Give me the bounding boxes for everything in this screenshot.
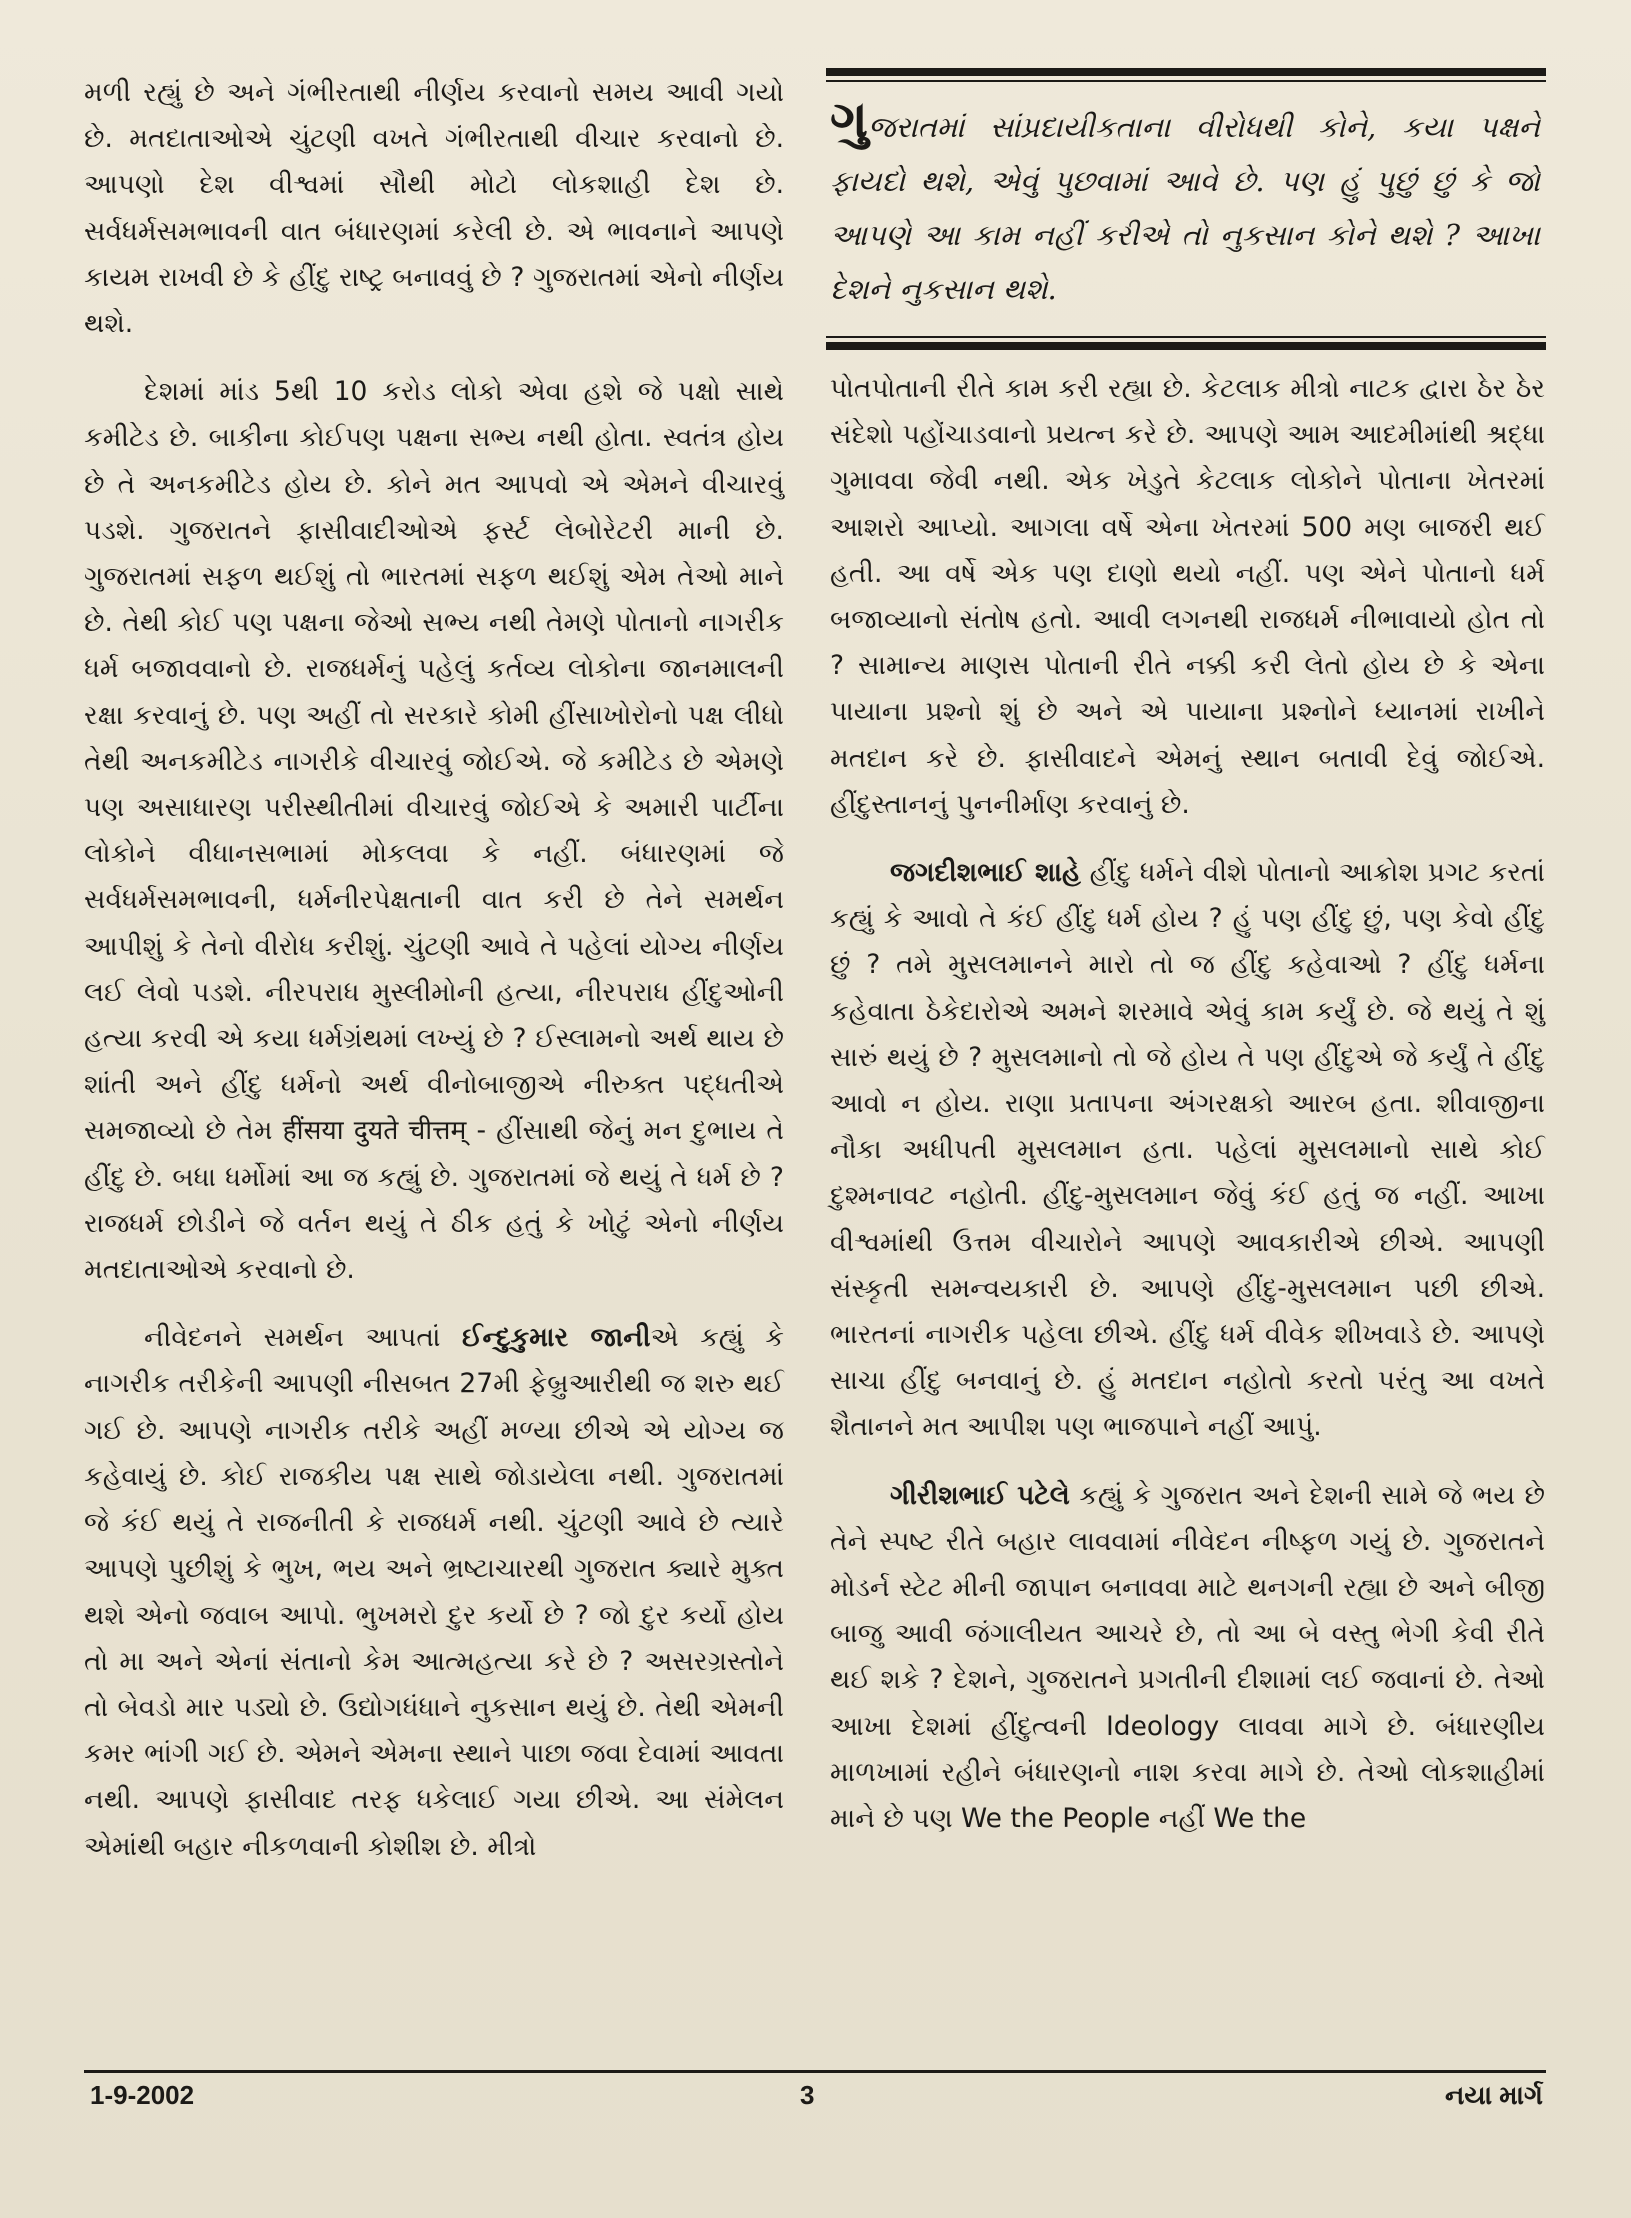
left-paragraph-1: મળી રહ્યું છે અને ગંભીરતાથી નીર્ણય કરવાનો સમય આવી ગયો છે. મતદાતાઓએ ચુંટણી વખતે ગંભીરતાથી વીચાર કરવાનો છે. આપણો દેશ વીશ્વમાં સૌથી મોટો લોકશાહી દેશ છે. સર્વધર્મસમભાવની વાત બંધારણમાં કરેલી છે. એ ભાવનાને આપણે કાયમ રાખવી છે કે હીંદુ રાષ્ટ્ર બનાવવું છે ? ગુજરાતમાં એનો નીર્ણય થશે.	[84, 77, 784, 340]
left-paragraph-3	[84, 1315, 784, 1869]
footer-publication-name: નયા માર્ગ	[1445, 2080, 1543, 2110]
left-paragraph-3-body: એ કહ્યું કે નાગરીક તરીકેની આપણી નીસબત 27મી ફેબ્રુઆરીથી જ શરુ થઈ ગઈ છે. આપણે નાગરીક તરીકે અહીં મળ્યા છીએ એ યોગ્ય જ કહેવાયું છે. કોઈ રાજકીય પક્ષ સાથે જોડાયેલા નથી. ગુજરાતમાં જે કંઈ થયું તે રાજનીતી કે રાજધર્મ નથી. ચુંટણી આવે છે ત્યારે આપણે પુછીશું કે ભુખ, ભય અને ભ્રષ્ટાચારથી ગુજરાત ક્યારે મુક્ત થશે એનો જવાબ આપો. ભુખમરો દુર કર્યો છે ? જો દુર કર્યો હોય તો મા અને એનાં સંતાનો કેમ આત્મહત્યા કરે છે ? અસરગ્રસ્તોને તો બેવડો માર પડ્યો છે. ઉદ્યોગધંધાને નુકસાન થયું છે. તેથી એમની કમર ભાંગી ગઈ છે. એમને એમના સ્થાને પાછા જવા દેવામાં આવતા નથી. આપણે ફાસીવાદ તરફ ધકેલાઈ ગયા છીએ. આ સંમેલન એમાંથી બહાર નીકળવાની કોશીશ છે. મીત્રો	[84, 1322, 784, 1862]
left-paragraph-2: દેશમાં માંડ 5થી 10 કરોડ લોકો એવા હશે જે પક્ષો સાથે કમીટેડ છે. બાકીના કોઈપણ પક્ષના સભ્ય નથી હોતા. સ્વતંત્ર હોય છે તે અનકમીટેડ હોય છે. કોને મત આપવો એ એમને વીચારવું પડશે. ગુજરાતને ફાસીવાદીઓએ ફર્સ્ટ લેબોરેટરી માની છે. ગુજરાતમાં સફળ થઈશું તો ભારતમાં સફળ થઈશું એમ તેઓ માને છે. તેથી કોઈ પણ પક્ષના જેઓ સભ્ય નથી તેમણે પોતાનો નાગરીક ધર્મ બજાવવાનો છે. રાજધર્મનું પહેલું કર્તવ્ય લોકોના જાનમાલની રક્ષા કરવાનું છે. પણ અહીં તો સરકારે કોમી હીંસાખોરોનો પક્ષ લીધો તેથી અનકમીટેડ નાગરીકે વીચારવું જોઈએ. જે કમીટેડ છે એમણે પણ અસાધારણ પરીસ્થીતીમાં વીચારવું જોઈએ કે અમારી પાર્ટીના લોકોને વીધાનસભામાં મોકલવા કે નહીં. બંધારણમાં જે સર્વધર્મસમભાવની, ધર્મનીરપેક્ષતાની વાત કરી છે તેને સમર્થન આપીશું કે તેનો વીરોધ કરીશું. ચુંટણી આવે તે પહેલાં યોગ્ય નીર્ણય લઈ લેવો પડશે. નીરપરાધ મુસ્લીમોની હત્યા, નીરપરાધ હીંદુઓની હત્યા કરવી એ કયા ધર્મગ્રંથમાં લખ્યું છે ? ઈસ્લામનો અર્થ થાય છે શાંતી અને હીંદુ ધર્મનો અર્થ વીનોબાજીએ નીરુક્ત પદ્ધતીએ સમજાવ્યો છે તેમ हींसया दुयते चीत्तम् - હીંસાથી જેનું મન દુભાય તે હીંદુ છે. બધા ધર્મોમાં આ જ કહ્યું છે. ગુજરાતમાં જે થયું તે ધર્મ છે ? રાજધર્મ છોડીને જે વર્તન થયું તે ઠીક હતું કે ખોટું એનો નીર્ણય મતદાતાઓએ કરવાનો છે.	[84, 376, 784, 1286]
footer-rule	[84, 2070, 1546, 2073]
pull-quote-top-thin-rule	[826, 80, 1546, 82]
right-paragraph-2	[830, 850, 1545, 1451]
speaker-name-girishbhai: ગીરીશભાઈ પટેલે	[890, 1479, 1070, 1511]
pull-quote-top-rule	[826, 68, 1546, 76]
right-paragraph-3	[830, 1473, 1545, 1843]
left-paragraph-3-intro: નીવેદનને સમર્થન આપતાં	[144, 1322, 462, 1354]
pull-quote-bottom-thin-rule	[826, 336, 1546, 338]
speaker-name-jagdishbhai: જગદીશભાઈ શાહે	[890, 857, 1081, 889]
pull-quote-bottom-rule	[826, 342, 1546, 350]
footer-date: 1-9-2002	[90, 2080, 195, 2110]
pull-quote-dropcap: ગુ	[830, 89, 868, 150]
right-paragraph-3-body: કહ્યું કે ગુજરાત અને દેશની સામે જે ભય છે તેને સ્પષ્ટ રીતે બહાર લાવવામાં નીવેદન નીષ્ફળ ગયું છે. ગુજરાતને મોડર્ન સ્ટેટ મીની જાપાન બનાવવા માટે થનગની રહ્યા છે અને બીજી બાજુ આવી જંગાલીયત આચરે છે, તો આ બે વસ્તુ ભેગી કેવી રીતે થઈ શકે ? દેશને, ગુજરાતને પ્રગતીની દીશામાં લઈ જવાનાં છે. તેઓ આખા દેશમાં હીંદુત્વની Ideology લાવવા માગે છે. બંધારણીય માળખામાં રહીને બંધારણનો નાશ કરવા માગે છે. તેઓ લોકશાહીમાં માને છે પણ We the People નહીં We the	[830, 1479, 1546, 1835]
right-column	[830, 366, 1545, 1842]
left-column	[84, 70, 784, 1870]
right-paragraph-1: પોતપોતાની રીતે કામ કરી રહ્યા છે. કેટલાક મીત્રો નાટક દ્વારા ઠેર ઠેર સંદેશો પહોંચાડવાનો પ્રયત્ન કરે છે. આપણે આમ આદમીમાંથી શ્રદ્ધા ગુમાવવા જેવી નથી. એક ખેડુતે કેટલાક લોકોને પોતાના ખેતરમાં આશરો આપ્યો. આગલા વર્ષે એના ખેતરમાં 500 મણ બાજરી થઈ હતી. આ વર્ષે એક પણ દાણો થયો નહીં. પણ એને પોતાનો ધર્મ બજાવ્યાનો સંતોષ હતો. આવી લગનથી રાજધર્મ નીભાવાયો હોત તો ? સામાન્ય માણસ પોતાની રીતે નક્કી કરી લેતો હોય છે કે એના પાયાના પ્રશ્નો શું છે અને એ પાયાના પ્રશ્નોને ધ્યાનમાં રાખીને મતદાન કરે છે. ફાસીવાદને એમનું સ્થાન બતાવી દેવું જોઈએ. હીંદુસ્તાનનું પુનનીર્માણ કરવાનું છે.	[830, 373, 1545, 820]
pull-quote-body: જરાતમાં સાંપ્રદાયીકતાના વીરોધથી કોને, કયા પક્ષને ફાયદો થશે, એવું પુછવામાં આવે છે. પણ હું પુછું છું કે જો આપણે આ કામ નહીં કરીએ તો નુકસાન કોને થશે ? આખા દેશને નુકસાન થશે.	[830, 110, 1540, 306]
footer-page-number: 3	[800, 2080, 815, 2110]
speaker-name-indukumar: ઈન્દુકુમાર જાની	[461, 1322, 651, 1354]
right-paragraph-2-body: હીંદુ ધર્મને વીશે પોતાનો આક્રોશ પ્રગટ કરતાં કહ્યું કે આવો તે કંઈ હીંદુ ધર્મ હોય ? હું પણ હીંદુ છું, પણ કેવો હીંદુ છું ? તમે મુસલમાનને મારો તો જ હીંદુ કહેવાઓ ? હીંદુ ધર્મના કહેવાતા ઠેકેદારોએ અમને શરમાવે એવું કામ કર્યું છે. જે થયું તે શું સારું થયું છે ? મુસલમાનો તો જે હોય તે પણ હીંદુએ જે કર્યું તે હીંદુ આવો ન હોય. રાણા પ્રતાપના અંગરક્ષકો આરબ હતા. શીવાજીના નૌકા અધીપતી મુસલમાન હતા. પહેલાં મુસલમાનો સાથે કોઈ દુશ્મનાવટ નહોતી. હીંદુ-મુસલમાન જેવું કંઈ હતું જ નહીં. આખા વીશ્વમાંથી ઉત્તમ વીચારોને આપણે આવકારીએ છીએ. આપણી સંસ્કૃતી સમન્વયકારી છે. આપણે હીંદુ-મુસલમાન પછી છીએ. ભારતનાં નાગરીક પહેલા છીએ. હીંદુ ધર્મ વીવેક શીખવાડે છે. આપણે સાચા હીંદુ બનવાનું છે. હું મતદાન નહોતો કરતો પરંતુ આ વખતે શૈતાનને મત આપીશ પણ ભાજપાને નહીં આપું.	[830, 857, 1545, 1443]
pull-quote-text	[830, 89, 1540, 316]
pull-quote-box	[826, 68, 1546, 350]
